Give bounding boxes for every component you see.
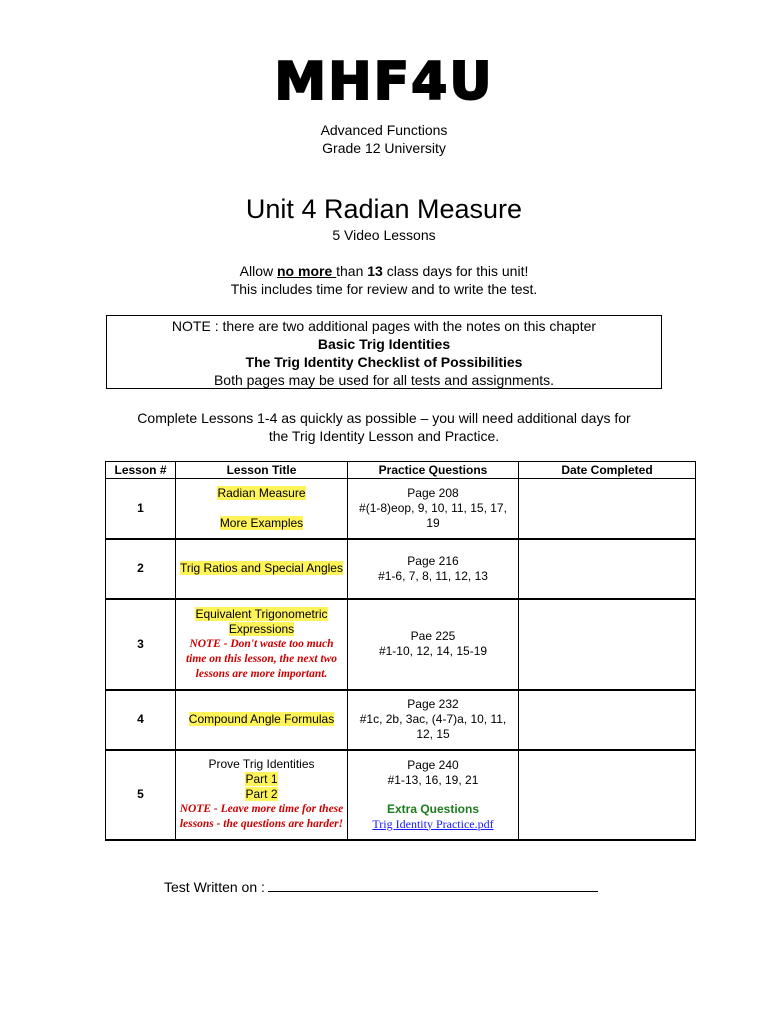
practice-questions: #1c, 2b, 3ac, (4-7)a, 10, 11, 12, 15 xyxy=(359,712,507,741)
practice-page: Page 232 xyxy=(407,697,459,711)
course-code-logo: MHF4U xyxy=(274,52,494,112)
practice-questions: #1-6, 7, 8, 11, 12, 13 xyxy=(378,568,488,583)
course-name: Advanced Functions xyxy=(320,122,448,138)
lesson-number: 4 xyxy=(106,690,176,750)
allow-middle: than xyxy=(336,263,368,279)
practice-page: Page 216 xyxy=(407,553,459,568)
lesson-note: NOTE - Don't waste too much time on this lesson, the next two lessons are more important. xyxy=(185,637,338,680)
practice-page: Pae 225 xyxy=(410,629,456,643)
lesson-title-cell xyxy=(176,479,348,539)
lesson-title-cell xyxy=(176,750,348,840)
practice-questions: #1-13, 16, 19, 21 xyxy=(387,772,479,787)
lesson-link-part-2[interactable]: Part 2 xyxy=(245,787,278,801)
video-lessons-count: 5 Video Lessons xyxy=(332,227,436,243)
extra-questions-label: Extra Questions xyxy=(386,801,480,816)
allow-review-line: This includes time for review and to write the test. xyxy=(230,281,538,297)
lesson-link-trig-ratios[interactable]: Trig Ratios and Special Angles xyxy=(180,561,343,575)
lesson-link-compound-angle[interactable]: Compound Angle Formulas xyxy=(188,712,335,726)
lesson-title-cell xyxy=(176,599,348,690)
date-completed-cell[interactable] xyxy=(519,690,696,750)
table-row xyxy=(106,479,696,539)
test-written-line xyxy=(164,877,598,896)
table-header-row xyxy=(106,462,696,479)
practice-questions: #1-10, 12, 14, 15-19 xyxy=(378,644,488,658)
table-row xyxy=(106,599,696,690)
header-practice-questions: Practice Questions xyxy=(348,462,519,479)
lesson-link-part-1[interactable]: Part 1 xyxy=(245,772,278,786)
practice-page: Page 208 xyxy=(407,485,459,500)
practice-questions-cell xyxy=(348,750,519,840)
allow-suffix: class days for this unit! xyxy=(382,263,529,279)
date-completed-cell[interactable] xyxy=(519,599,696,690)
allow-days-line xyxy=(0,262,768,280)
allow-prefix: Allow xyxy=(239,263,277,279)
table-row xyxy=(106,539,696,599)
table-row xyxy=(106,690,696,750)
lesson-link-radian-measure[interactable]: Radian Measure xyxy=(217,485,306,500)
course-grade: Grade 12 University xyxy=(322,140,446,156)
lesson-title-cell xyxy=(176,539,348,599)
allow-days: 13 xyxy=(367,263,383,279)
practice-questions-cell xyxy=(348,690,519,750)
test-written-label: Test Written on : xyxy=(164,879,265,895)
unit-title: Unit 4 Radian Measure xyxy=(245,194,523,224)
lesson-note: NOTE - Leave more time for these lessons - the questions are harder! xyxy=(179,803,344,830)
lesson-number: 3 xyxy=(106,599,176,690)
practice-questions: #(1-8)eop, 9, 10, 11, 15, 17, 19 xyxy=(359,500,507,530)
instructions-line-1: Complete Lessons 1-4 as quickly as possible – you will need additional days for xyxy=(137,410,631,426)
test-date-blank[interactable] xyxy=(268,877,598,892)
header-date-completed: Date Completed xyxy=(519,462,696,479)
lessons-table xyxy=(105,461,696,841)
date-completed-cell[interactable] xyxy=(519,539,696,599)
lesson-title-cell xyxy=(176,690,348,750)
lesson-link-more-examples[interactable]: More Examples xyxy=(219,515,304,530)
instructions-line-2: the Trig Identity Lesson and Practice. xyxy=(268,428,500,444)
note-line-1: NOTE : there are two additional pages with the notes on this chapter xyxy=(171,318,597,334)
date-completed-cell[interactable] xyxy=(519,750,696,840)
date-completed-cell[interactable] xyxy=(519,479,696,539)
practice-questions-cell xyxy=(348,599,519,690)
practice-page: Page 240 xyxy=(407,757,459,772)
trig-identity-practice-link[interactable]: Trig Identity Practice.pdf xyxy=(372,816,494,831)
practice-questions-cell xyxy=(348,539,519,599)
lesson-title-prove-identities: Prove Trig Identities xyxy=(208,757,315,771)
note-line-4: Both pages may be used for all tests and assignments. xyxy=(213,372,555,388)
note-line-3: The Trig Identity Checklist of Possibilities xyxy=(245,354,523,370)
lesson-link-equivalent-trig[interactable]: Equivalent Trigonometric Expressions xyxy=(195,606,328,636)
header-lesson-number: Lesson # xyxy=(106,462,176,479)
lesson-number: 5 xyxy=(106,750,176,840)
table-row xyxy=(106,750,696,840)
lesson-number: 1 xyxy=(106,479,176,539)
practice-questions-cell xyxy=(348,479,519,539)
header-lesson-title: Lesson Title xyxy=(176,462,348,479)
note-line-2: Basic Trig Identities xyxy=(317,336,451,352)
lesson-number: 2 xyxy=(106,539,176,599)
note-box xyxy=(106,315,662,389)
allow-emphasis: no more xyxy=(277,263,337,279)
